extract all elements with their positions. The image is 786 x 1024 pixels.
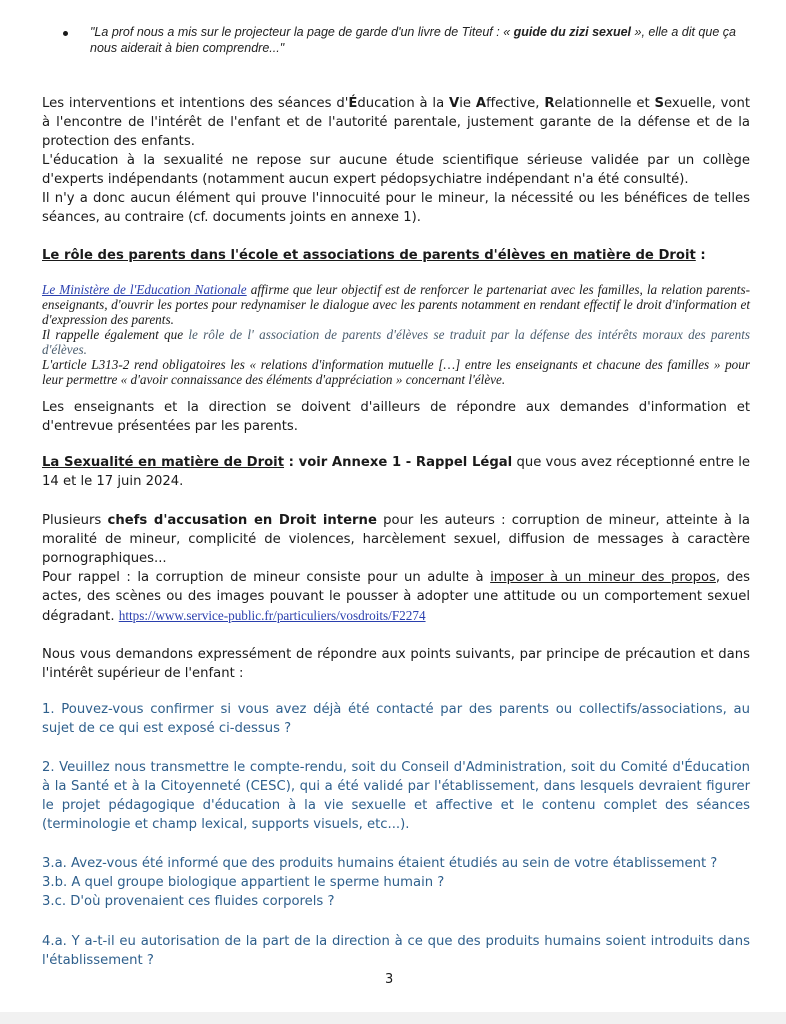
question-3 bbox=[42, 854, 750, 911]
chefs-paragraph: Plusieurs chefs d'accusation en Droit interne pour les auteurs : corruption de mineur, atteinte à la moralité de mineur, complicité de violences, harcèlement sexuel, diffusion de messages à caractère pornographiques... bbox=[42, 513, 750, 566]
ministere-link[interactable]: Le Ministère de l'Education Nationale bbox=[42, 282, 247, 297]
role-ministere-block bbox=[42, 282, 750, 387]
intro-paragraph-3: Il n'y a donc aucun élément qui prouve l'innocuité pour le mineur, la nécessité ou les bénéfices de telles séances, au contraire (cf. documents joints en annexe 1). bbox=[42, 191, 750, 225]
sexualite-section: La Sexualité en matière de Droit : voir Annexe 1 - Rappel Légal que vous avez réceptionné entre le 14 et le 17 juin 2024. bbox=[42, 455, 750, 489]
question-3a: 3.a. Avez-vous été informé que des produits humains étaient étudiés au sein de votre établissement ? bbox=[42, 856, 718, 871]
service-public-link[interactable]: https://www.service-public.fr/particuliers/vosdroits/F2274 bbox=[118, 608, 426, 623]
page-number: 3 bbox=[385, 972, 394, 987]
question-1: 1. Pouvez-vous confirmer si vous avez déjà été contacté par des parents ou collectifs/associations, au sujet de ce qui est exposé ci-dessus ? bbox=[42, 702, 750, 736]
bullet-dot bbox=[63, 31, 68, 36]
question-3b: 3.b. A quel groupe biologique appartient le sperme humain ? bbox=[42, 875, 445, 890]
question-4a: 4.a. Y a-t-il eu autorisation de la part de la direction à ce que des produits humains soient introduits dans l'établissement ? bbox=[42, 934, 750, 968]
quote-text-start: "La prof nous a mis sur le projecteur la page de garde d'un livre de Titeuf : « bbox=[90, 25, 514, 39]
intro-paragraph-1: Les interventions et intentions des séances d'Éducation à la Vie Affective, Relationnelle et Sexuelle, vont à l'encontre de l'intérêt de l'enfant et de l'autorité parentale, justement garante de la défense et de la protection des enfants. bbox=[42, 96, 750, 149]
quote-text-end: », elle a dit que ça nous aiderait à bien comprendre..." bbox=[90, 25, 736, 55]
ministere-paragraph: Le Ministère de l'Education Nationale affirme que leur objectif est de renforcer le partenariat avec les familles, la relation parents-enseignants, d'ouvrir les portes pour redynamiser le dialogue avec les parents notamment en rendant effectif le droit d'information et d'expression des parents. bbox=[42, 282, 750, 327]
intro-paragraph-2: L'éducation à la sexualité ne repose sur aucune étude scientifique sérieuse validée par un collège d'experts indépendants (notamment aucun expert pédopsychiatre indépendant n'a été consulté). bbox=[42, 153, 750, 187]
rappel-paragraph: Il rappelle également que le rôle de l' association de parents d'élèves se traduit par la défense des intérêts moraux des parents d'élèves. bbox=[42, 327, 750, 357]
article-paragraph: L'article L313-2 rend obligatoires les « relations d'information mutuelle […] entre les enseignants et chacune des familles » pour leur permettre « d'avoir connaissance des éléments d'appréciation » concernant l'élève. bbox=[42, 357, 750, 387]
child-quote bbox=[90, 24, 750, 56]
question-2: 2. Veuillez nous transmettre le compte-rendu, soit du Conseil d'Administration, soit du Comité d'Éducation à la Santé et à la Citoyenneté (CESC), qui a été validé par l'établissement, dans lesquels devraient figurer le projet pédagogique d'éducation à la vie sexuelle et affective et le contenu complet des séances (terminologie et champ lexical, supports visuels, etc...). bbox=[42, 760, 750, 832]
demande-paragraph: Nous vous demandons expressément de répondre aux points suivants, par principe de précaution et dans l'intérêt supérieur de l'enfant : bbox=[42, 647, 750, 681]
quote-bold: guide du zizi sexuel bbox=[513, 25, 632, 39]
role-heading-text: Le rôle des parents dans l'école et associations de parents d'élèves en matière de Droit bbox=[42, 248, 696, 263]
sexualite-heading: La Sexualité en matière de Droit bbox=[42, 455, 285, 470]
corruption-paragraph: Pour rappel : la corruption de mineur consiste pour un adulte à imposer à un mineur des propos, des actes, des scènes ou des images pouvant le pousser à adopter une attitude ou un comportement sexuel dégradant. https://www.service-public.fr/particuliers/vosdroits/F2274 bbox=[42, 570, 750, 624]
question-3c: 3.c. D'où provenaient ces fluides corporels ? bbox=[42, 894, 335, 909]
enseignants-paragraph: Les enseignants et la direction se doivent d'ailleurs de répondre aux demandes d'information et d'entrevue présentées par les parents. bbox=[42, 400, 750, 434]
role-heading: Le rôle des parents dans l'école et associations de parents d'élèves en matière de Droit : bbox=[42, 248, 706, 263]
intro-section bbox=[42, 94, 750, 227]
chefs-section bbox=[42, 511, 750, 626]
